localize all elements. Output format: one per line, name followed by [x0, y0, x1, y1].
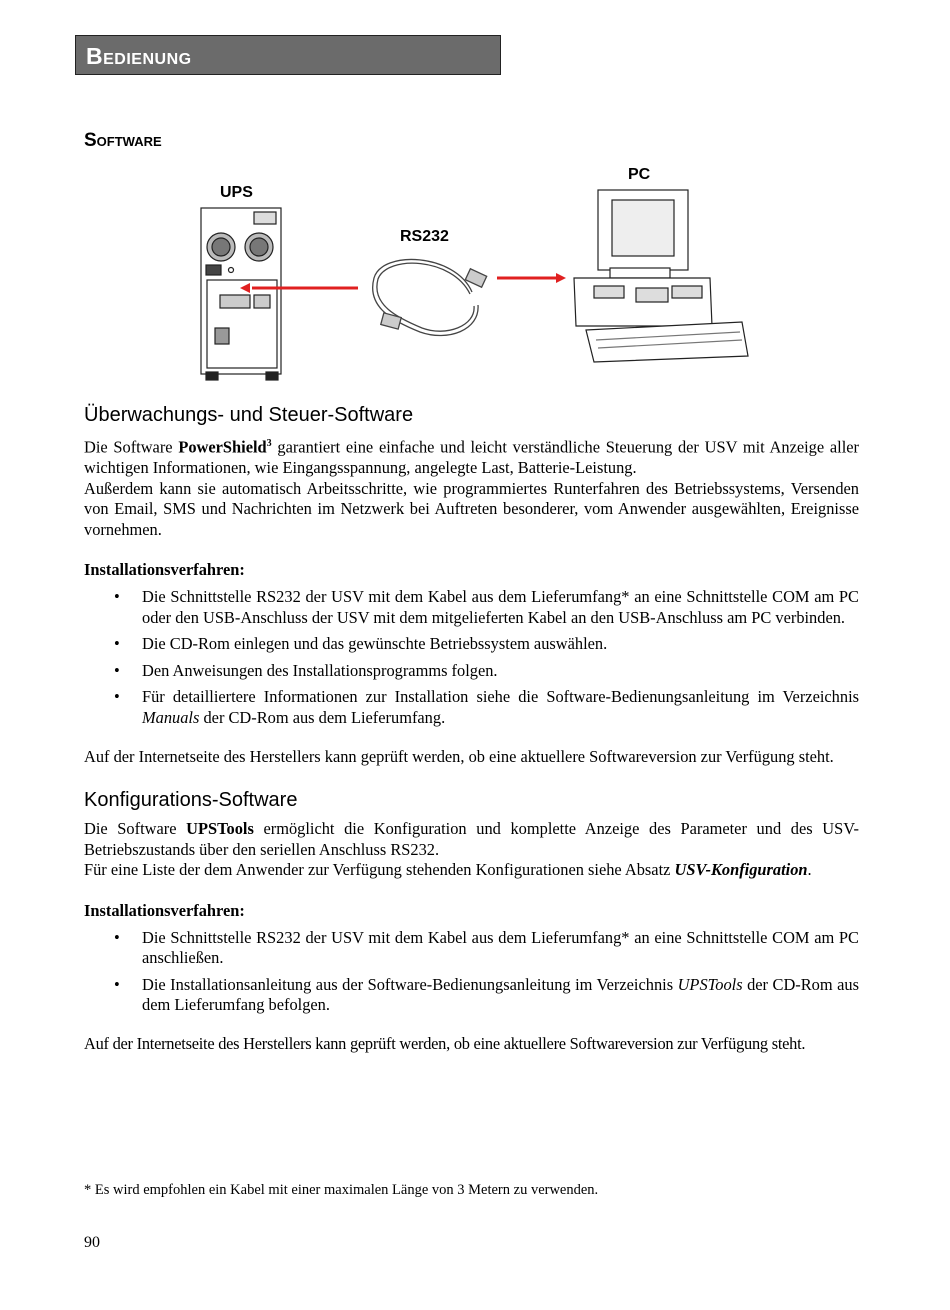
config-heading: Konfigurations-Software	[84, 789, 298, 812]
monitoring-install-label: Installationsverfahren:	[84, 560, 245, 580]
monitoring-intro	[84, 434, 859, 479]
intro-text: Die Software	[84, 437, 179, 457]
list-item: • Den Anweisungen des Installationsprogramms folgen.	[84, 661, 859, 682]
monitoring-steps-list	[84, 587, 859, 729]
pc-label: PC	[628, 166, 651, 183]
step-text: Die Installationsanleitung aus der Software-Bedienungsanleitung im Verzeichnis	[142, 974, 678, 994]
section-banner: Bedienung	[75, 35, 501, 75]
pc-arrow-icon	[497, 273, 566, 283]
footnote: * Es wird empfohlen ein Kabel mit einer maximalen Länge von 3 Metern zu verwenden.	[84, 1182, 599, 1198]
page-subtitle: Software	[84, 130, 162, 151]
rs232-cable-illustration	[373, 259, 487, 335]
list-item: • Die Schnittstelle RS232 der USV mit dem Kabel aus dem Lieferumfang* an eine Schnittstelle COM am PC anschließen.	[84, 928, 859, 969]
diagram-drawing	[0, 160, 950, 390]
step-text-cont: der CD-Rom aus dem Lieferumfang befolgen.	[142, 974, 859, 1015]
intro-text-cont: ermöglicht die Konfiguration und komplette Anzeige des Parameter und des USV-Betriebszustands über den seriellen Anschluss RS232.	[84, 819, 859, 859]
list-item	[84, 687, 859, 728]
config-intro	[84, 819, 859, 860]
list-item: • Die Schnittstelle RS232 der USV mit dem Kabel aus dem Lieferumfang* an eine Schnittstelle COM am PC oder den USB-Anschluss der USV mit dem mitgelieferten Kabel an den USB-Anschluss am PC verbinden.	[84, 587, 859, 628]
product-name: UPSTools	[186, 819, 254, 839]
main-content	[84, 402, 859, 1055]
intro-text: Die Software	[84, 819, 187, 839]
list-item: • Die CD-Rom einlegen und das gewünschte Betriebssystem auswählen.	[84, 634, 859, 655]
config-steps-list	[84, 928, 859, 1016]
product-version: 3	[266, 438, 272, 449]
product-name: PowerShield	[178, 437, 267, 457]
step-text: Für detailliertere Informationen zur Installation siehe die Software-Bedienungsanleitung im Verzeichnis	[142, 687, 859, 707]
monitoring-heading: Überwachungs- und Steuer-Software	[84, 404, 414, 426]
config-outro: Auf der Internetseite des Herstellers kann geprüft werden, ob eine aktuellere Softwareversion zur Verfügung steht.	[84, 1033, 806, 1053]
config-intro-2	[84, 860, 859, 881]
ups-unit-illustration	[201, 208, 281, 380]
config-install-label: Installationsverfahren:	[84, 900, 245, 920]
intro-text-cont: .	[807, 860, 812, 880]
page-number: 90	[84, 1234, 100, 1251]
ups-label: UPS	[220, 184, 253, 201]
section-reference: USV-Konfiguration	[674, 860, 808, 880]
connection-diagram	[0, 160, 950, 390]
monitoring-intro-2: Außerdem kann sie automatisch Arbeitsschritte, wie programmiertes Runterfahren des Betriebssystems, Versenden von Email, SMS und Nachrichten im Netzwerk bei Auftreten besonderer, vom Anwender ausgewählten, Ereignisse vornehmen.	[84, 478, 859, 539]
folder-name: Manuals	[142, 708, 200, 727]
pc-illustration	[574, 190, 748, 362]
folder-name: UPSTools	[677, 974, 743, 994]
monitoring-outro: Auf der Internetseite des Herstellers kann geprüft werden, ob eine aktuellere Softwareversion zur Verfügung steht.	[84, 746, 834, 766]
step-text-cont: der CD-Rom aus dem Lieferumfang.	[199, 708, 446, 727]
list-item	[84, 975, 859, 1016]
intro-text: Für eine Liste der dem Anwender zur Verfügung stehenden Konfigurationen siehe Absatz	[84, 860, 675, 880]
intro-text-cont: garantiert eine einfache und leicht verständliche Steuerung der USV mit Anzeige aller wichtigen Informationen, wie Eingangsspannung, angelegte Last, Batterie-Leistung.	[84, 437, 859, 478]
rs232-label: RS232	[400, 228, 449, 245]
